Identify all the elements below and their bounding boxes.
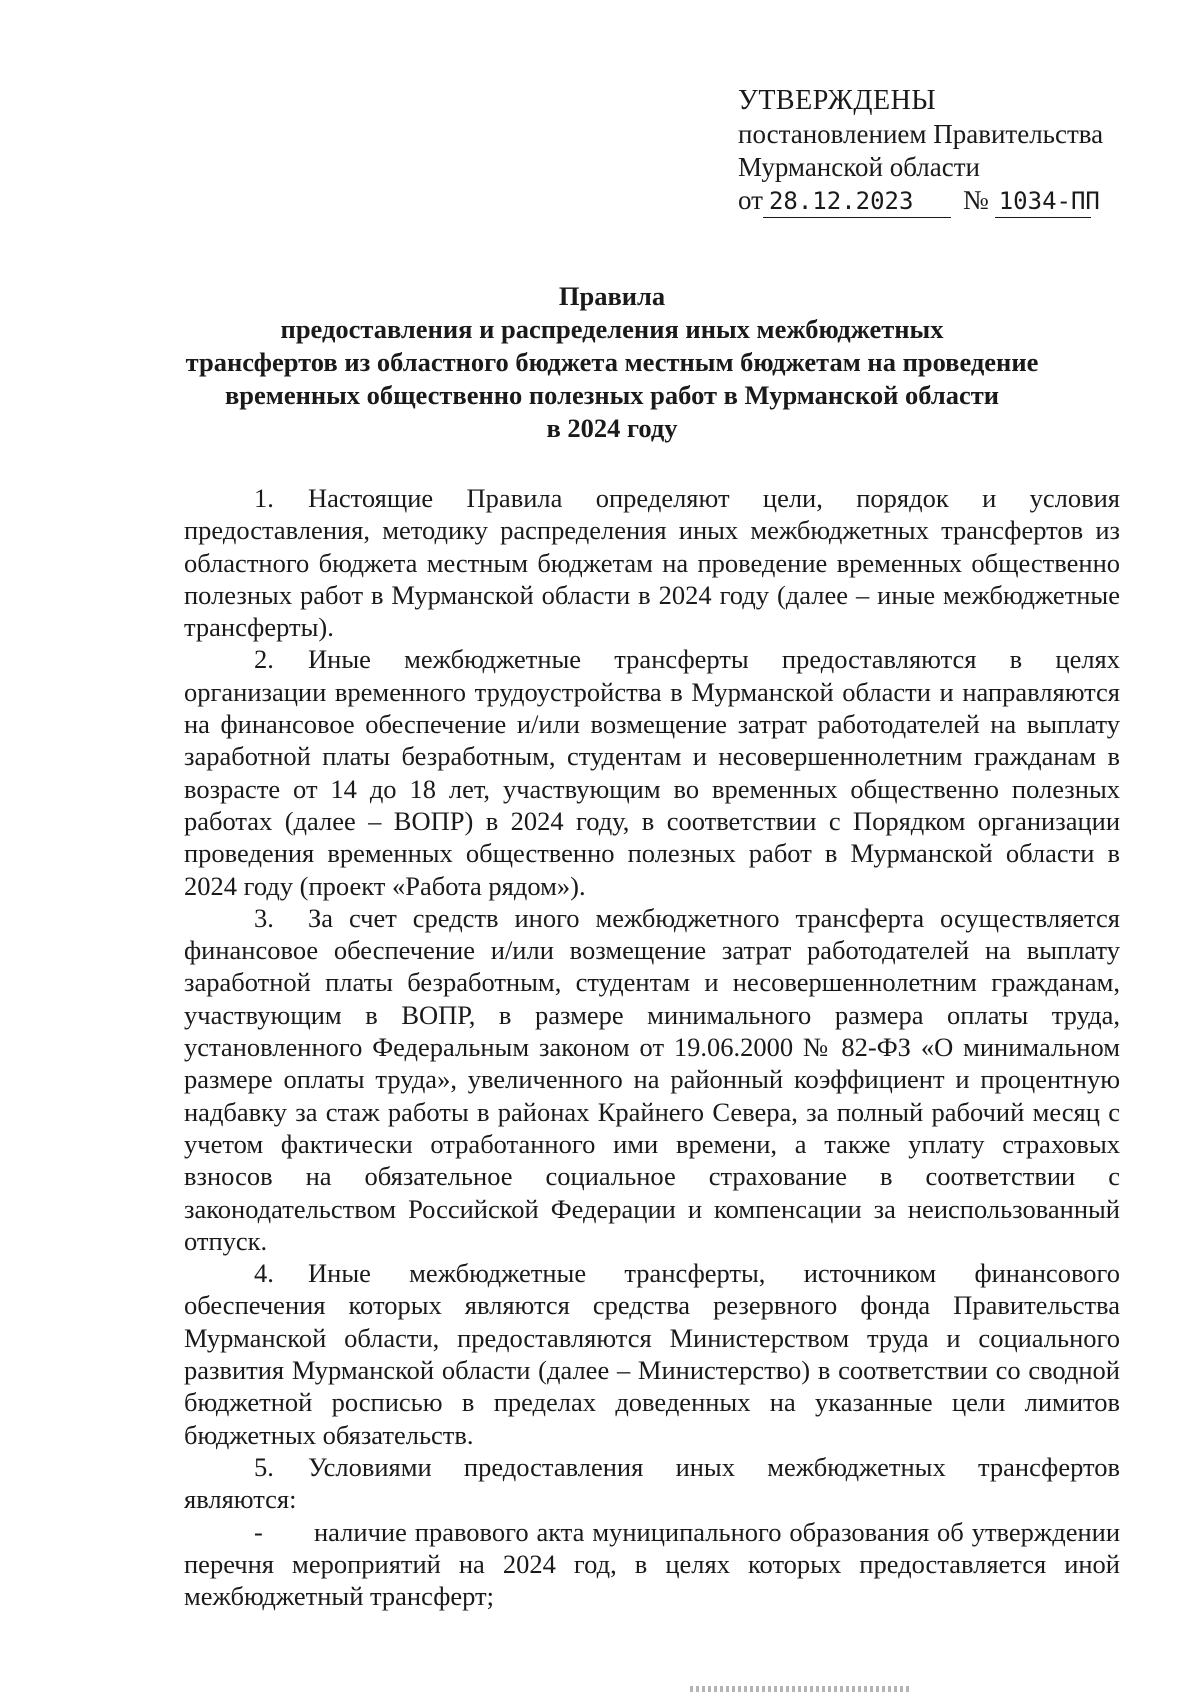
paragraph-4 <box>184 1257 1120 1451</box>
bullet-dash: - <box>254 1516 263 1547</box>
paragraph-5 <box>184 1451 1120 1516</box>
title-body: предоставления и распределения иных межбюджетных трансфертов из областного бюджета местным бюджетам на проведение временных общественно полезных работ в Мурманской области в 2024 году <box>185 314 1039 443</box>
paragraph-text: Иные межбюджетные трансферты, источником финансового обеспечения которых являются средства резервного фонда Правительства Мурманской области, предоставляются Министерством труда и социального развития Мурманской области (далее – Министерство) в соответствии со сводной бюджетной росписью в пределах доведенных на указанные цели лимитов бюджетных обязательств. <box>184 1258 1120 1450</box>
paragraph-number: 4. <box>254 1258 274 1289</box>
paragraph-2 <box>184 643 1120 901</box>
paragraph-number: 5. <box>254 1451 274 1482</box>
approval-line-1: постановлением Правительства <box>738 119 1104 149</box>
paragraph-number: 1. <box>254 483 274 513</box>
scan-artifact <box>690 1686 910 1692</box>
approval-block <box>738 84 1178 218</box>
number-label: № <box>962 185 989 215</box>
paragraph-number: 2. <box>254 644 274 675</box>
paragraph-1 <box>184 482 1120 643</box>
approval-stamp: УТВЕРЖДЕНЫ <box>738 85 937 116</box>
from-label: от <box>738 185 763 215</box>
bullet-item <box>184 1516 1120 1613</box>
paragraph-text: Настоящие Правила определяют цели, порядок и условия предоставления, методику распределения иных межбюджетных трансфертов из областного бюджета местным бюджетам на проведение временных общественно полезных работ в Мурманской области в 2024 году (далее – иные межбюджетные трансферты). <box>184 483 1120 643</box>
document-body <box>184 482 1120 1612</box>
bullet-text: наличие правового акта муниципального образования об утверждении перечня мероприятий на 2024 год, в целях которых предоставляется иной межбюджетный трансферт; <box>184 1516 1120 1612</box>
paragraph-text: Условиями предоставления иных межбюджетных трансфертов являются: <box>184 1451 1120 1515</box>
approval-number: 1034-ПП <box>995 189 1091 218</box>
document-title <box>150 280 1074 445</box>
approval-date: 28.12.2023 <box>763 189 951 218</box>
approval-line-2: Мурманской области <box>738 152 980 182</box>
paragraph-number: 3. <box>254 902 274 933</box>
approval-date-line <box>738 184 1178 218</box>
paragraph-text: За счет средств иного межбюджетного трансферта осуществляется финансовое обеспечение и/или возмещение затрат работодателей на выплату заработной платы безработным, студентам и несовершеннолетним гражданам, участвующим в ВОПР, в размере минимального размера оплаты труда, установленного Федеральным законом от 19.06.2000 № 82-ФЗ «О минимальном размере оплаты труда», увеличенного на районный коэффициент и процентную надбавку за стаж работы в районах Крайнего Севера, за полный рабочий месяц с учетом фактически отработанного ими времени, а также уплату страховых взносов на обязательное социальное страхование в соответствии с законодательством Российской Федерации и компенсации за неиспользованный отпуск. <box>184 902 1120 1256</box>
title-heading: Правила <box>558 281 666 311</box>
paragraph-text: Иные межбюджетные трансферты предоставляются в целях организации временного трудоустройства в Мурманской области и направляются на финансовое обеспечение и/или возмещение затрат работодателей на выплату заработной платы безработным, студентам и несовершеннолетним гражданам в возрасте от 14 до 18 лет, участвующим во временных общественно полезных работах (далее – ВОПР) в 2024 году, в соответствии с Порядком организации проведения временных общественно полезных работ в Мурманской области в 2024 году (проект «Работа рядом»). <box>184 644 1120 901</box>
paragraph-3 <box>184 902 1120 1257</box>
